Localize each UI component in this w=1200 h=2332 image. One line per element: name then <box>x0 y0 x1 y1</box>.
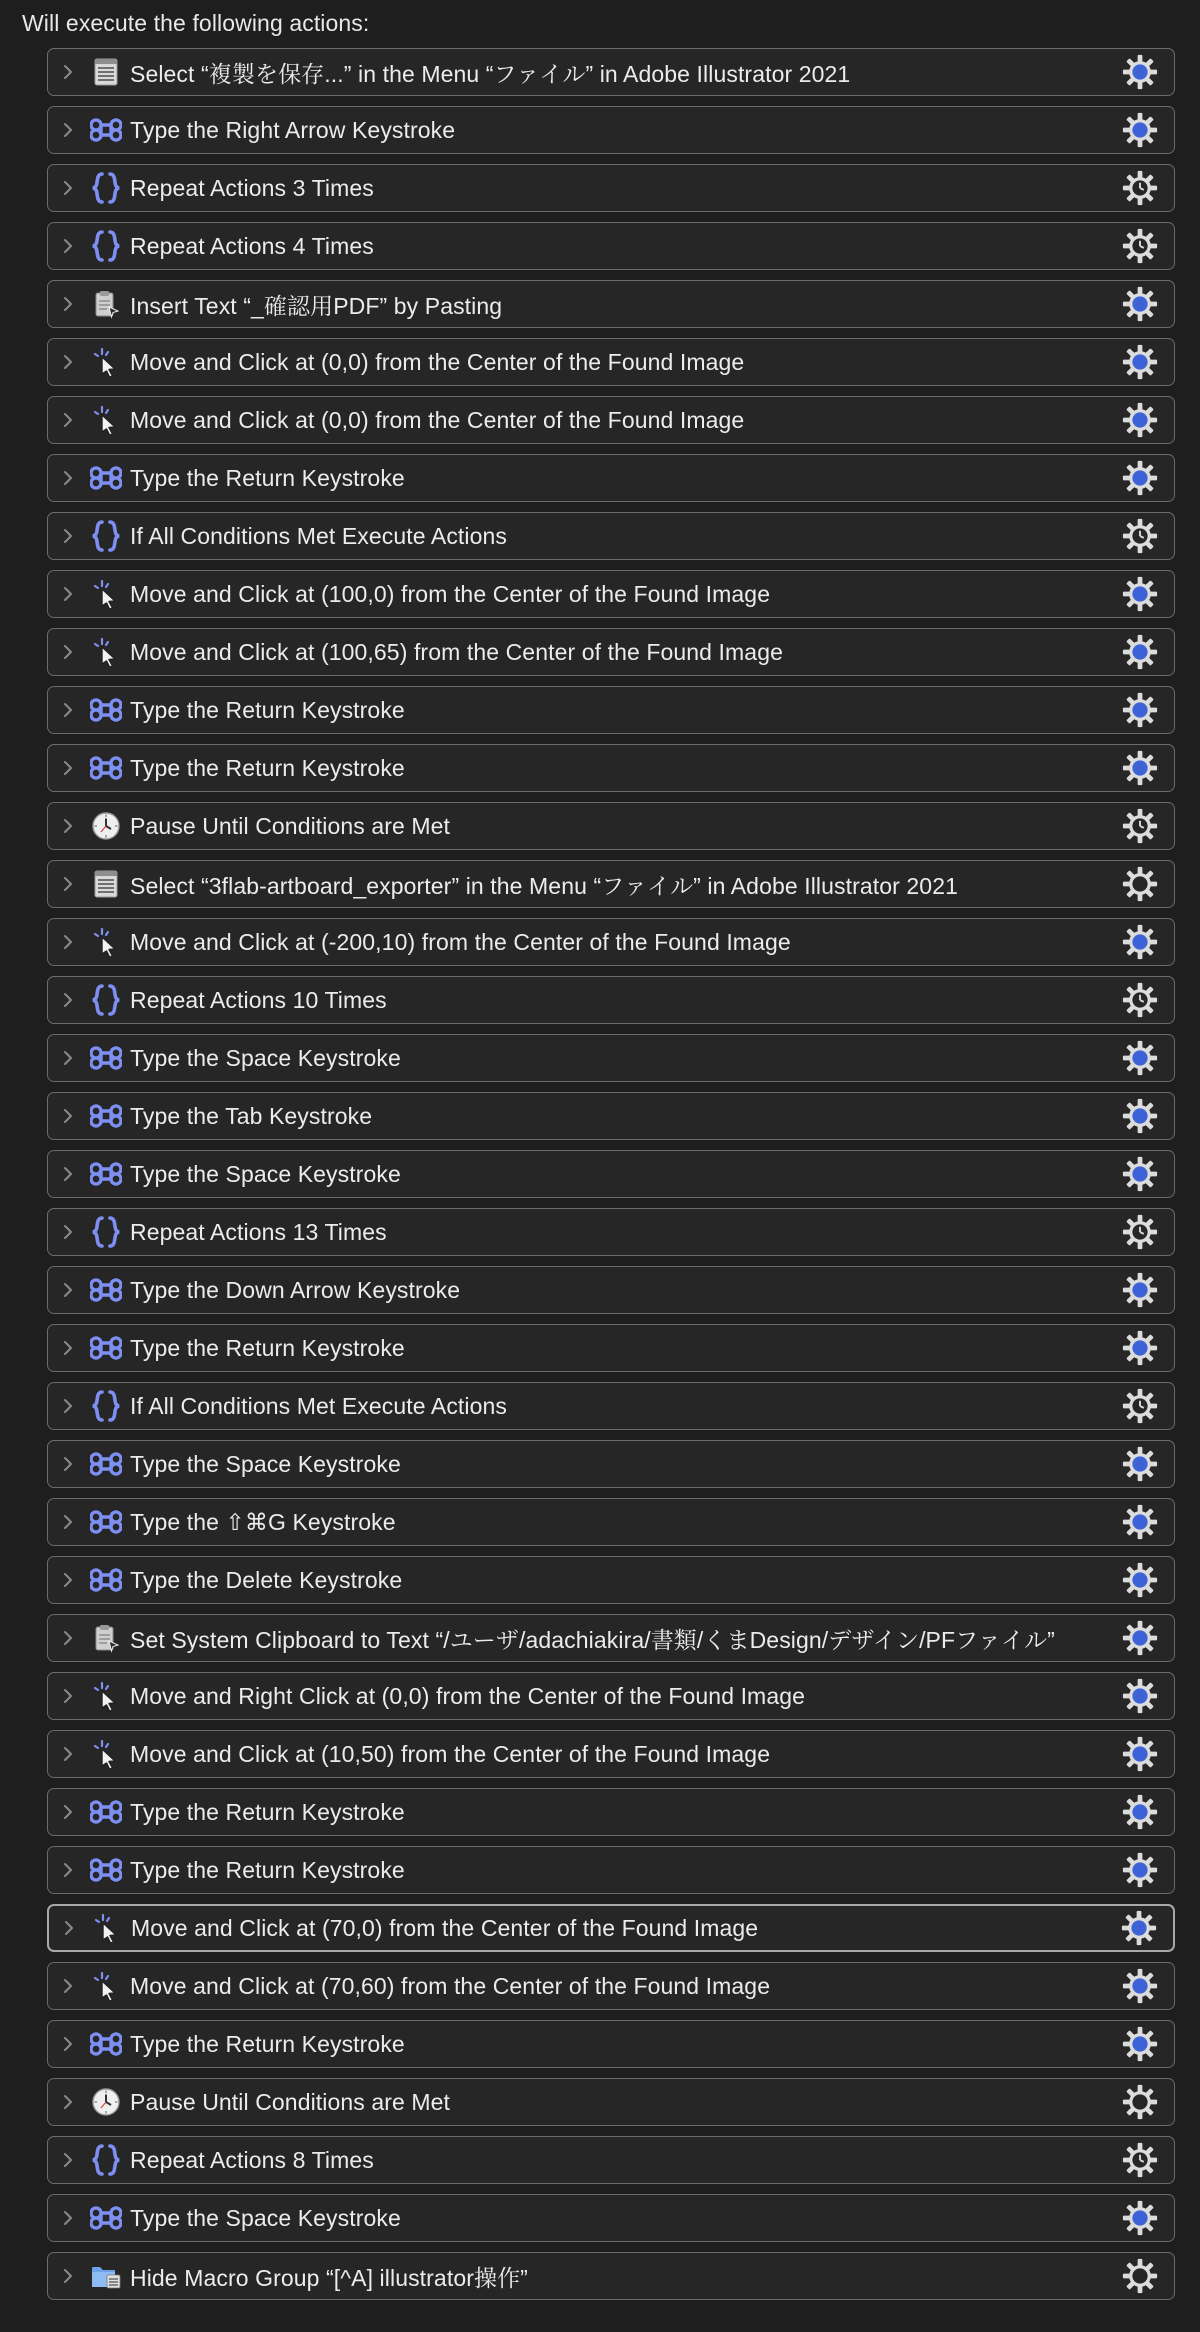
gear-icon[interactable] <box>1120 1556 1160 1604</box>
cursor-icon <box>89 1904 125 1952</box>
action-label: Move and Click at (100,0) from the Center of the Found Image <box>130 580 771 607</box>
disclosure-chevron-icon[interactable] <box>48 686 88 734</box>
page-title: Will execute the following actions: <box>22 10 370 36</box>
command-icon <box>88 744 124 792</box>
action-row[interactable] <box>47 1962 1175 2010</box>
action-label: Hide Macro Group “[^A] illustrator操作” <box>130 2264 528 2291</box>
gear-icon[interactable] <box>1120 976 1160 1024</box>
action-row[interactable] <box>47 106 1175 154</box>
action-label: Repeat Actions 3 Times <box>130 174 374 201</box>
action-row[interactable] <box>47 164 1175 212</box>
gear-icon[interactable] <box>1120 454 1160 502</box>
disclosure-chevron-icon[interactable] <box>48 1846 88 1894</box>
cursor-icon <box>88 1672 124 1720</box>
cursor-icon <box>88 570 124 618</box>
action-row[interactable] <box>47 744 1175 792</box>
gear-icon[interactable] <box>1120 222 1160 270</box>
action-row[interactable] <box>47 1904 1175 1952</box>
action-label: Select “3flab-artboard_exporter” in the Menu “ファイル” in Adobe Illustrator 2021 <box>130 872 958 899</box>
disclosure-chevron-icon[interactable] <box>49 1904 89 1952</box>
command-icon <box>88 1324 124 1372</box>
disclosure-chevron-icon[interactable] <box>48 2136 88 2184</box>
braces-icon <box>88 222 124 270</box>
disclosure-chevron-icon[interactable] <box>48 860 88 908</box>
action-label: Repeat Actions 10 Times <box>130 986 387 1013</box>
gear-icon[interactable] <box>1120 860 1160 908</box>
action-label: Set System Clipboard to Text “/ユーザ/adachiakira/書類/くまDesign/デザイン/PFファイル” <box>130 1626 1055 1653</box>
disclosure-chevron-icon[interactable] <box>48 918 88 966</box>
clock-icon <box>88 2078 124 2126</box>
disclosure-chevron-icon[interactable] <box>48 396 88 444</box>
action-label: Move and Click at (100,65) from the Center of the Found Image <box>130 638 783 665</box>
action-row[interactable] <box>47 2136 1175 2184</box>
disclosure-chevron-icon[interactable] <box>48 1440 88 1488</box>
clock-icon <box>88 802 124 850</box>
command-icon <box>88 106 124 154</box>
gear-icon[interactable] <box>1120 1614 1160 1662</box>
disclosure-chevron-icon[interactable] <box>48 512 88 560</box>
gear-icon[interactable] <box>1120 1440 1160 1488</box>
action-row[interactable] <box>47 1614 1175 1662</box>
gear-icon[interactable] <box>1120 2136 1160 2184</box>
action-row[interactable] <box>47 1324 1175 1372</box>
action-label: If All Conditions Met Execute Actions <box>130 1392 508 1419</box>
cursor-icon <box>88 918 124 966</box>
action-label: Type the Return Keystroke <box>130 1856 405 1883</box>
action-row[interactable] <box>47 686 1175 734</box>
cursor-icon <box>88 1730 124 1778</box>
action-row[interactable] <box>47 1556 1175 1604</box>
disclosure-chevron-icon[interactable] <box>48 1034 88 1082</box>
disclosure-chevron-icon[interactable] <box>48 2194 88 2242</box>
action-list <box>47 48 1175 2310</box>
disclosure-chevron-icon[interactable] <box>48 744 88 792</box>
gear-icon[interactable] <box>1120 512 1160 560</box>
action-row[interactable] <box>47 1498 1175 1546</box>
action-row[interactable] <box>47 338 1175 386</box>
action-row[interactable] <box>47 1382 1175 1430</box>
braces-icon <box>88 512 124 560</box>
disclosure-chevron-icon[interactable] <box>48 1382 88 1430</box>
action-label: Type the Space Keystroke <box>130 2204 401 2231</box>
action-row[interactable] <box>47 1092 1175 1140</box>
action-label: Repeat Actions 8 Times <box>130 2146 374 2173</box>
disclosure-chevron-icon[interactable] <box>48 1150 88 1198</box>
disclosure-chevron-icon[interactable] <box>48 338 88 386</box>
disclosure-chevron-icon[interactable] <box>48 48 88 96</box>
action-row[interactable] <box>47 1208 1175 1256</box>
gear-icon[interactable] <box>1120 2078 1160 2126</box>
action-row[interactable] <box>47 1266 1175 1314</box>
disclosure-chevron-icon[interactable] <box>48 1614 88 1662</box>
action-label: Move and Click at (70,60) from the Center of the Found Image <box>130 1972 771 1999</box>
action-row[interactable] <box>47 2194 1175 2242</box>
action-row[interactable] <box>47 280 1175 328</box>
command-icon <box>88 1440 124 1488</box>
clipboard-icon <box>88 280 124 328</box>
action-label: Select “複製を保存...” in the Menu “ファイル” in Adobe Illustrator 2021 <box>130 60 851 87</box>
action-row[interactable] <box>47 222 1175 270</box>
gear-icon[interactable] <box>1120 1498 1160 1546</box>
action-row[interactable] <box>47 1788 1175 1836</box>
command-icon <box>88 1788 124 1836</box>
action-label: Type the Return Keystroke <box>130 1334 405 1361</box>
gear-icon[interactable] <box>1120 2252 1160 2300</box>
cursor-icon <box>88 338 124 386</box>
disclosure-chevron-icon[interactable] <box>48 1962 88 2010</box>
braces-icon <box>88 1382 124 1430</box>
action-label: Type the Return Keystroke <box>130 2030 405 2057</box>
command-icon <box>88 2194 124 2242</box>
menu-icon <box>88 48 124 96</box>
action-row[interactable] <box>47 2252 1175 2300</box>
action-row[interactable] <box>47 860 1175 908</box>
gear-icon[interactable] <box>1120 1730 1160 1778</box>
cursor-icon <box>88 1962 124 2010</box>
disclosure-chevron-icon[interactable] <box>48 1730 88 1778</box>
braces-icon <box>88 164 124 212</box>
gear-icon[interactable] <box>1120 1672 1160 1720</box>
action-row[interactable] <box>47 1034 1175 1082</box>
gear-icon[interactable] <box>1120 1034 1160 1082</box>
disclosure-chevron-icon[interactable] <box>48 628 88 676</box>
gear-icon[interactable] <box>1120 1150 1160 1198</box>
gear-icon[interactable] <box>1120 106 1160 154</box>
action-row[interactable] <box>47 802 1175 850</box>
action-row[interactable] <box>47 976 1175 1024</box>
action-label: Type the Return Keystroke <box>130 754 405 781</box>
command-icon <box>88 1150 124 1198</box>
command-icon <box>88 2020 124 2068</box>
gear-icon[interactable] <box>1120 570 1160 618</box>
disclosure-chevron-icon[interactable] <box>48 454 88 502</box>
gear-icon[interactable] <box>1120 802 1160 850</box>
disclosure-chevron-icon[interactable] <box>48 2252 88 2300</box>
action-row[interactable] <box>47 628 1175 676</box>
action-label: Type the Return Keystroke <box>130 1798 405 1825</box>
disclosure-chevron-icon[interactable] <box>48 1788 88 1836</box>
gear-icon[interactable] <box>1120 1962 1160 2010</box>
disclosure-chevron-icon[interactable] <box>48 802 88 850</box>
action-label: Type the Return Keystroke <box>130 464 405 491</box>
action-label: Move and Click at (70,0) from the Center of the Found Image <box>131 1914 759 1941</box>
action-row[interactable] <box>47 918 1175 966</box>
gear-icon[interactable] <box>1120 338 1160 386</box>
action-row[interactable] <box>47 570 1175 618</box>
action-row[interactable] <box>47 2078 1175 2126</box>
command-icon <box>88 454 124 502</box>
braces-icon <box>88 1208 124 1256</box>
disclosure-chevron-icon[interactable] <box>48 106 88 154</box>
gear-icon[interactable] <box>1120 686 1160 734</box>
action-label: Pause Until Conditions are Met <box>130 812 451 839</box>
disclosure-chevron-icon[interactable] <box>48 1556 88 1604</box>
command-icon <box>88 1034 124 1082</box>
action-label: Type the Down Arrow Keystroke <box>130 1276 461 1303</box>
braces-icon <box>88 976 124 1024</box>
command-icon <box>88 1556 124 1604</box>
action-row[interactable] <box>47 1672 1175 1720</box>
cursor-icon <box>88 628 124 676</box>
action-label: Type the Space Keystroke <box>130 1450 401 1477</box>
gear-icon[interactable] <box>1119 1904 1159 1952</box>
folder-icon <box>88 2252 124 2300</box>
gear-icon[interactable] <box>1120 1382 1160 1430</box>
action-label: Repeat Actions 13 Times <box>130 1218 387 1245</box>
command-icon <box>88 686 124 734</box>
action-row[interactable] <box>47 1730 1175 1778</box>
action-label: Move and Click at (0,0) from the Center of the Found Image <box>130 406 745 433</box>
gear-icon[interactable] <box>1120 744 1160 792</box>
disclosure-chevron-icon[interactable] <box>48 2020 88 2068</box>
disclosure-chevron-icon[interactable] <box>48 222 88 270</box>
gear-icon[interactable] <box>1120 1208 1160 1256</box>
disclosure-chevron-icon[interactable] <box>48 1324 88 1372</box>
action-row[interactable] <box>47 396 1175 444</box>
clipboard-icon <box>88 1614 124 1662</box>
action-label: Move and Right Click at (0,0) from the Center of the Found Image <box>130 1682 805 1709</box>
gear-icon[interactable] <box>1120 2020 1160 2068</box>
action-label: If All Conditions Met Execute Actions <box>130 522 508 549</box>
disclosure-chevron-icon[interactable] <box>48 1092 88 1140</box>
gear-icon[interactable] <box>1120 1266 1160 1314</box>
menu-icon <box>88 860 124 908</box>
action-label: Type the Tab Keystroke <box>130 1102 373 1129</box>
action-label: Type the Space Keystroke <box>130 1160 401 1187</box>
command-icon <box>88 1092 124 1140</box>
action-label: Pause Until Conditions are Met <box>130 2088 451 2115</box>
action-label: Type the ⇧⌘G Keystroke <box>130 1508 396 1535</box>
gear-icon[interactable] <box>1120 918 1160 966</box>
disclosure-chevron-icon[interactable] <box>48 280 88 328</box>
action-label: Type the Delete Keystroke <box>130 1566 403 1593</box>
gear-icon[interactable] <box>1120 1788 1160 1836</box>
command-icon <box>88 1498 124 1546</box>
gear-icon[interactable] <box>1120 164 1160 212</box>
action-row[interactable] <box>47 512 1175 560</box>
action-row[interactable] <box>47 1846 1175 1894</box>
action-label: Move and Click at (-200,10) from the Center of the Found Image <box>130 928 791 955</box>
action-row[interactable] <box>47 1150 1175 1198</box>
action-row[interactable] <box>47 1440 1175 1488</box>
disclosure-chevron-icon[interactable] <box>48 1208 88 1256</box>
disclosure-chevron-icon[interactable] <box>48 976 88 1024</box>
command-icon <box>88 1266 124 1314</box>
action-label: Move and Click at (0,0) from the Center of the Found Image <box>130 348 745 375</box>
action-label: Type the Space Keystroke <box>130 1044 401 1071</box>
command-icon <box>88 1846 124 1894</box>
action-row[interactable] <box>47 2020 1175 2068</box>
action-row[interactable] <box>47 48 1175 96</box>
braces-icon <box>88 2136 124 2184</box>
action-label: Move and Click at (10,50) from the Center of the Found Image <box>130 1740 771 1767</box>
disclosure-chevron-icon[interactable] <box>48 2078 88 2126</box>
action-label: Insert Text “_確認用PDF” by Pasting <box>130 292 503 319</box>
action-label: Type the Return Keystroke <box>130 696 405 723</box>
gear-icon[interactable] <box>1120 1092 1160 1140</box>
gear-icon[interactable] <box>1120 628 1160 676</box>
disclosure-chevron-icon[interactable] <box>48 164 88 212</box>
disclosure-chevron-icon[interactable] <box>48 1498 88 1546</box>
gear-icon[interactable] <box>1120 1324 1160 1372</box>
action-label: Repeat Actions 4 Times <box>130 232 374 259</box>
action-label: Type the Right Arrow Keystroke <box>130 116 456 143</box>
action-row[interactable] <box>47 454 1175 502</box>
gear-icon[interactable] <box>1120 48 1160 96</box>
gear-icon[interactable] <box>1120 396 1160 444</box>
disclosure-chevron-icon[interactable] <box>48 570 88 618</box>
gear-icon[interactable] <box>1120 2194 1160 2242</box>
disclosure-chevron-icon[interactable] <box>48 1672 88 1720</box>
cursor-icon <box>88 396 124 444</box>
gear-icon[interactable] <box>1120 280 1160 328</box>
gear-icon[interactable] <box>1120 1846 1160 1894</box>
disclosure-chevron-icon[interactable] <box>48 1266 88 1314</box>
